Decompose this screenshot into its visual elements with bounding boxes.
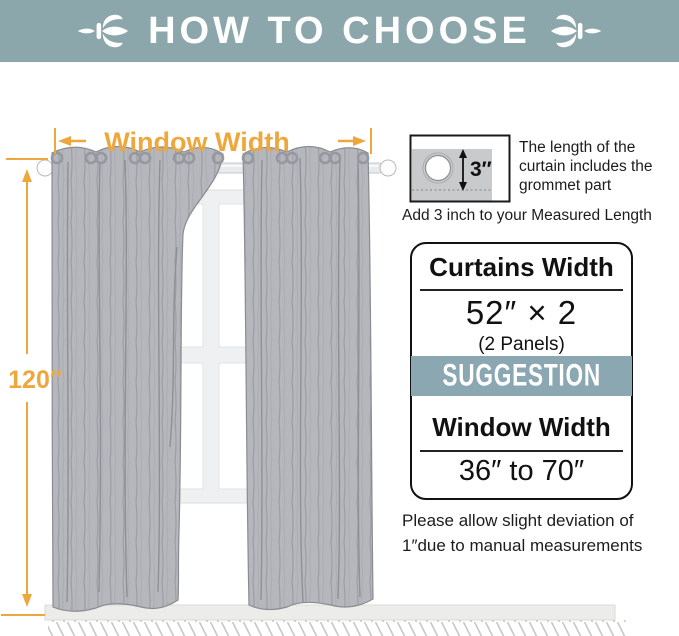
curtain-length-label: 120″ [8,366,62,394]
fleur-de-lis-icon [550,11,604,51]
divider [420,450,623,452]
size-spec-table [410,242,633,500]
grommet-note: The length of the curtain includes the grommet part [519,139,653,194]
deviation-note-line1: Please allow slight deviation of [402,511,634,530]
panels-note: (2 Panels) [478,334,565,355]
grommet-length-label: 3″ [470,158,492,181]
add-length-note: Add 3 inch to your Measured Length [402,207,652,224]
grommet-hole [426,156,451,181]
floor-hatching [48,620,626,636]
window-width-label: Window Width [104,127,290,157]
suggestion-band [411,356,632,396]
right-curtain-panel [243,147,373,610]
page-title: HOW TO CHOOSE [148,10,531,52]
suggestion-label: SUGGESTION [442,358,601,393]
curtains-width-header: Curtains Width [429,252,614,282]
fleur-de-lis-icon [75,11,129,51]
header-banner [0,0,679,62]
deviation-note [402,509,679,558]
divider [420,289,623,291]
rod-finial-left [37,160,53,176]
floor [45,605,615,620]
rod-finial-right [380,160,396,176]
grommet-detail-diagram [411,136,510,202]
deviation-note-line2: 1″due to manual measurements [402,535,643,555]
window-width-value: 36″ to 70″ [458,455,585,487]
window-width-header: Window Width [432,412,611,442]
curtains-width-value: 52″ × 2 [465,294,578,331]
